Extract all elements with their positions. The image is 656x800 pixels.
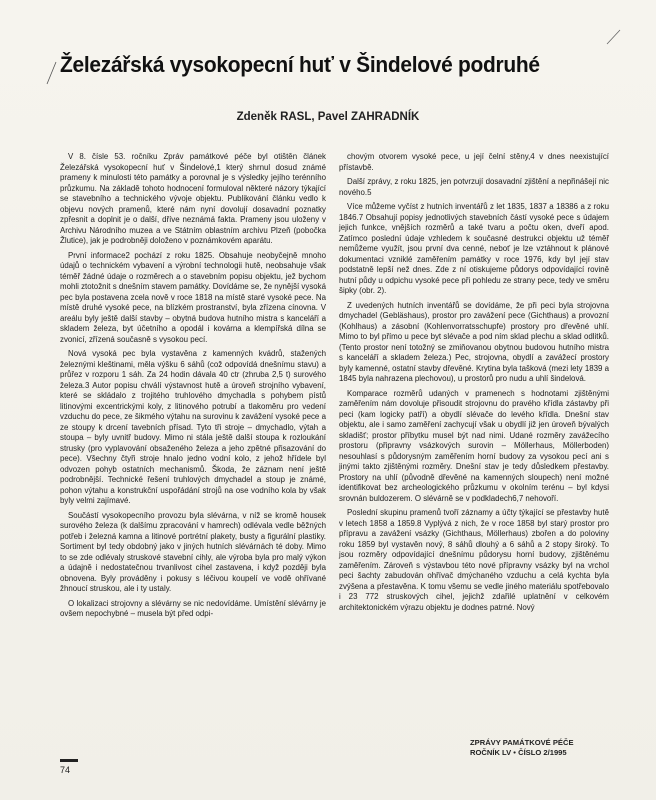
paragraph: Více můžeme vyčíst z hutních inventářů z let 1835, 1837 a 18386 a z roku 1846.7 Obsahují popisy jednotlivých stavebních částí vysoké pece s údajem jejich funkce, vnějších rozměrů a také tvaru a počtu oken, dveří apod. Zatímco poslední údaje vzhledem k současné destrukci objektu už téměř nemůžeme využít, jsou první dva cenné, neboť je lze vztáhnout k plánové dokumentaci vzniklé zaměřením památky v roce 1976, kdy byl její stav podstatně lepší než dnes. Zde z ní otiskujeme půdorys odpovídající rovině hutní půdy u odpichu vysoké pece při pohledu ze strany pece, tedy ve směru šipky (obr. 2). <box>339 202 609 295</box>
right-column <box>339 152 609 617</box>
journal-info <box>470 738 610 758</box>
paragraph: O lokalizaci strojovny a slévárny se nic nedovídáme. Umístění slévárny je ovšem nepochybné – musela být před odpi- <box>60 598 326 618</box>
paragraph: Součástí vysokopecního provozu byla slévárna, v níž se kromě housek surového železa (k dalšímu zpracování v hamrech) odlévala vedle běžných potřeb i železná kamna a litinové portrétní plakety, busty a figurální plastiky. Sortiment byl tedy obdobný jako v jiných hutních slévárnách té doby. Mimo to se zde odlévaly struskové stavební cihly, ale výroba byla pro malý výkon a údajně i nedostatečnou trvanlivost cihel zastavena, i když později byla obnovena. Byly prováděny i pokusy s léčivou koupelí ve vodě ohřívané žhnoucí struskou, ale i ty ustaly. <box>60 510 326 593</box>
paragraph: Komparace rozměrů udaných v pramenech s hodnotami zjištěnými zaměřením nám dovoluje přisoudit strojovnu do pravého křídla zástavby při peci (kam logicky patří) a obydlí slévače do levého křídla. Dnešní stav objektu, ale i samo zaměření zachycují však u obydlí již jen úroveň bývalých skladišť; prostor příbytku musel být nad nimi. Udané rozměry zavážecího prostoru (připravny vsázkových surovin – Möllerhaus, Möllerboden) nesouhlasí s půdorysným zaměřením horní budovy za vysokou pecí ani s jinými takto zjištěnými rozměry. Dnešní stav je tedy důsledkem přestavby. Prostory na uhlí (původně dřevěné na kamenných sloupech) není možné identifikovat bez archeologického průzkumu v okolním terénu – byl kdysi srovnán buldozerem. O slévárně se v podkladech6,7 nehovoří. <box>339 388 609 503</box>
paragraph: První informace2 pochází z roku 1825. Obsahuje neobyčejně mnoho údajů o technickém vybavení a výrobní technologii hutě, neobsahuje však téměř žádné údaje o rozměrech a o stavebním popisu objektu, jež bychom mohli ztotožnit s dnešním stavem památky. Dovídáme se, že nynější vysoká pec byla postavena zcela nově v roce 1818 na místě staré vysoké pece. Na místě druhé vysoké pece, na blízkém prostranství, byla zřízena cínovna. V areálu byly ještě další stavby – obytná budova hutního mistra s kanceláří a skladem železa, byt účetního a opodál i kovárna a klempířská dílna se zvonicí, zřízená současně s vysokou pecí. <box>60 250 326 344</box>
paragraph: Z uvedených hutních inventářů se dovídáme, že při peci byla strojovna dmychadel (Gebläshaus), prostor pro zavážení pece (Gichthaus) a provozní (Kohlhaus) a zásobní (Kohlenvorratsschupfe) prostory pro dřevěné uhlí. Mimo to byl přímo u pece byt slévače a pod ním sklad plechu a sklad odlitků. (Tento prostor není totožný se zmiňovanou obytnou budovou hutního mistra s kanceláří a skladem železa.) Pec, strojovna, obydlí a zavážecí prostory byly kamenné, ostatní stavby dřevěné. Krytina byla tašková (mezi lety 1839 a 1845 byla nahrazena plechovou), u prostorů pro nudu a uhlí šindelová. <box>339 300 609 383</box>
paragraph: V 8. čísle 53. ročníku Zpráv památkové péče byl otištěn článek Železářská vysokopecní huť v Šindelové,1 který shrnul dosud známé prameny k minulosti této památky a porovnal je s výsledky jejího terénního průzkumu. Na základě tohoto hodnocení formuloval některé názory týkající se stavebního a technického vývoje objektu. Publikování článku vedlo k objevu nových pramenů, které nám nyní dovolují dosavadní poznatky zpřesnit a doplnit je o další, dříve neznámá fakta. Prameny jsou uloženy v Archivu Národního muzea a ve Státním oblastním archivu Plzeň (pobočka Žlutice), jak je podrobněji doloženo v poznámkovém aparátu. <box>60 152 326 245</box>
pencil-mark-right <box>607 30 620 44</box>
page-number: 74 <box>60 765 71 775</box>
journal-issue: ROČNÍK LV • ČÍSLO 2/1995 <box>470 748 567 757</box>
paragraph: chovým otvorem vysoké pece, u její čelní stěny,4 v dnes neexistující přístavbě. <box>339 152 609 172</box>
left-column <box>60 152 326 624</box>
article-authors: Zdeněk RASL, Pavel ZAHRADNÍK <box>236 111 420 123</box>
pencil-mark-left <box>47 62 56 84</box>
paragraph: Poslední skupinu pramenů tvoří záznamy a účty týkající se přestavby hutě v letech 1858 a 1859.8 Vyplývá z nich, že v roce 1858 byl starý prostor pro přípravu a zavážení vsázky (Gichthaus, Möllerhaus) zbořen a do poloviny roku 1859 byl vystavěn nový, 8 sáhů dlouhý a 6 sáhů a 2 stopy široký. To jsou rozměry odpovídající dnešnímu půdorysu horní budovy, zjištěnému zaměřením. Zároveň s výstavbou této nové přípravny vsázky byl na vrchol peci šachty zabudován ohřívač dmýchaného vzduchu a celá kychta byla zvýšena a přestavěna. K tomu všemu se vedle jiného materiálu spotřebovalo i 23 772 struskových cihel, jejichž zdařilé uplatnění v celkovém architektonickém výrazu objektu je dodnes patrné. Nový <box>339 508 609 612</box>
article-title: Železářská vysokopecní huť v Šindelové podruhé <box>60 52 540 77</box>
paragraph: Další zprávy, z roku 1825, jen potvrzují dosavadní zjištění a nepřinášejí nic nového.5 <box>339 177 609 197</box>
journal-name: ZPRÁVY PAMÁTKOVÉ PÉČE <box>470 738 574 747</box>
footer-rule <box>60 759 78 762</box>
paragraph: Nová vysoká pec byla vystavěna z kamenných kvádrů, stažených železnými kleštinami, měla výšku 6 sáhů (což odpovídá dnešnímu stavu) a průřez v rozporu 1 sáh. Za 24 hodin dávala 40 ctr (zhruba 2,5 t) surového železa.3 Autor popisu chválí výstavnost hutě a úroveň strojního vybavení, které se skládalo z trojitého truhlového dmychadla s pohybem pístů litinovými excentrickými koly, z litinového potrubí a tlakoměru pro vedení vzduchu do pece, ze šikmého výtahu na surovinu k zavážení vysoké pece a ze stoupy k drcení tavebních přísad. Tyto tři stroje – dmychadlo, výtah a stoupa – byly uvnitř budovy. Mimo ni stála ještě další stoupa k rozloukání strusky (pro vyplavování obsaženého železa a jeho zpětné přisazování do pece). Všechny čtyři stroje hnalo jedno vodní kolo, z jehož hřídele byl odvozen pohyb ostatních mechanismů. Škoda, že záznam není ještě podrobnější. Technické řešení truhlových dmychadel a stoup je známé, pohon výtahu a konstrukční uspořádání strojů na ose vodního kola by však byly velmi zajímavé. <box>60 349 326 505</box>
